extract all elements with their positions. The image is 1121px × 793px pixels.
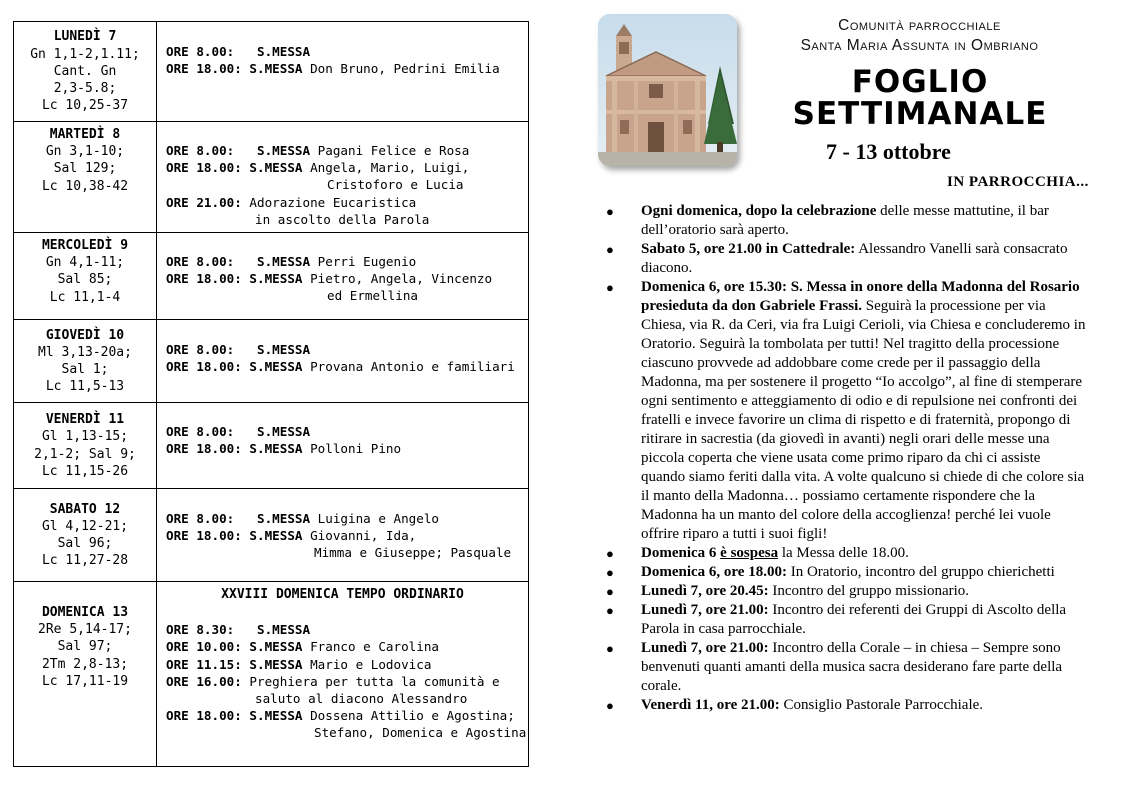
reading: Lc 11,1-4: [49, 289, 121, 305]
day-cell: [14, 582, 157, 767]
schedule-row-monday: [14, 22, 529, 122]
bullet-icon: ●: [606, 603, 614, 618]
day-cell: [14, 22, 157, 122]
day-name: LUNEDÌ 7: [53, 29, 117, 45]
church-photo: [598, 14, 737, 166]
announcement-item: ● Venerdì 11, ore 21.00: Consiglio Pastorale Parrocchiale.: [606, 697, 984, 713]
mass-line: ORE 18.00: S.MESSA Pietro, Angela, Vincenzo: [166, 271, 493, 287]
reading: Lc 17,11-19: [41, 673, 129, 689]
bullet-icon: ●: [606, 565, 614, 580]
mass-line: ORE 8.00: S.MESSA Pagani Felice e Rosa: [166, 143, 470, 158]
announcement-item: ● Sabato 5, ore 21.00 in Cattedrale: Alessandro Vanelli sarà consacrato diacono.: [606, 241, 1068, 276]
mass-cell: [157, 582, 529, 767]
announcement-item: ● Lunedì 7, ore 21.00: Incontro della Corale – in chiesa – Sempre sono benvenuti quanti amanti della musica sacra desiderano fare parte della corale.: [606, 640, 1063, 694]
sheet-title-line: SETTIMANALE: [792, 96, 1048, 132]
announcement-item: ● Domenica 6, ore 18.00: In Oratorio, incontro del gruppo chierichetti: [606, 564, 1055, 580]
mass-cell: [157, 403, 529, 489]
mass-line: ORE 16.00: Preghiera per tutta la comunità e: [166, 673, 500, 689]
mass-line: ORE 18.00: S.MESSA Giovanni, Ida,: [166, 528, 417, 544]
reading: Lc 11,15-26: [41, 463, 129, 479]
mass-line: ORE 8.00: S.MESSA Luigina e Angelo: [166, 511, 439, 526]
mass-line: ORE 8.30: S.MESSA: [166, 622, 311, 638]
mass-cell: [157, 489, 529, 582]
reading: Gl 1,13-15;: [41, 429, 129, 445]
reading: Cant. Gn: [53, 63, 117, 79]
reading: Lc 11,5-13: [45, 379, 125, 395]
mass-line: ORE 8.00: S.MESSA: [166, 342, 311, 357]
mass-line-continuation: Mimma e Giuseppe; Pasquale: [314, 545, 512, 561]
mass-line: ORE 8.00: S.MESSA: [166, 44, 311, 59]
bullet-icon: ●: [606, 546, 614, 561]
day-cell: [14, 320, 157, 403]
schedule-row-tuesday: [14, 122, 529, 233]
reading: 2,3-5.8;: [53, 81, 117, 97]
announcement-item: ● Ogni domenica, dopo la celebrazione delle messe mattutine, il bar dell’oratorio sarà aperto.: [606, 203, 1049, 238]
mass-cell: [157, 320, 529, 403]
schedule-row-sunday: [14, 582, 529, 767]
day-cell: [14, 122, 157, 233]
reading: 2,1-2; Sal 9;: [34, 446, 136, 462]
bullet-icon: ●: [606, 242, 614, 257]
mass-line-continuation: Stefano, Domenica e Agostina: [314, 725, 527, 741]
community-line: Santa Maria Assunta in Ombriano: [800, 37, 1039, 54]
schedule-row-saturday: [14, 489, 529, 582]
announcements-list: [606, 202, 1086, 715]
mass-line: ORE 11.15: S.MESSA Mario e Lodovica: [166, 656, 432, 672]
day-name: VENERDÌ 11: [45, 412, 125, 428]
community-line: Comunità parrocchiale: [838, 17, 1001, 34]
reading: Gn 4,1-11;: [45, 255, 125, 271]
mass-line: ORE 10.00: S.MESSA Franco e Carolina: [166, 639, 439, 655]
mass-line: ORE 18.00: S.MESSA Dossena Attilio e Agostina;: [166, 708, 515, 724]
reading: Lc 11,27-28: [41, 553, 129, 569]
mass-line: ORE 8.00: S.MESSA: [166, 424, 311, 439]
day-name: MARTEDÌ 8: [49, 127, 121, 142]
mass-line: ORE 18.00: S.MESSA Polloni Pino: [166, 441, 402, 457]
day-cell: [14, 489, 157, 582]
schedule-row-thursday: [14, 320, 529, 403]
reading: Lc 10,25-37: [41, 98, 129, 114]
reading: Gl 4,12-21;: [41, 518, 129, 534]
mass-line: ORE 21.00: Adorazione Eucaristica: [166, 194, 417, 210]
schedule-row-wednesday: [14, 233, 529, 320]
reading: Sal 129;: [53, 161, 117, 177]
reading: 2Tm 2,8-13;: [41, 656, 129, 672]
reading: 2Re 5,14-17;: [38, 622, 132, 638]
announcement-item: ● Lunedì 7, ore 21.00: Incontro dei referenti dei Gruppi di Ascolto della Parola in casa parrocchiale.: [606, 602, 1067, 637]
mass-line-continuation: ed Ermellina: [327, 288, 418, 304]
day-cell: [14, 233, 157, 320]
mass-line: ORE 8.00: S.MESSA Perri Eugenio: [166, 254, 417, 269]
reading: Gn 3,1-10;: [45, 144, 125, 160]
bullet-icon: ●: [606, 584, 614, 599]
announcement-item: ● Domenica 6, ore 15.30: S. Messa in onore della Madonna del Rosario presieduta da don Gabriele Frassi. Seguirà la processione per via Chiesa, via R. da Ceri, via fra Luigi Cerioli, via Chiesa e concluderemo in Oratorio. Seguirà la tombolata per tutti! Nel tragitto della processione ciascuno provvede ad addobbare come crede per il passaggio della Madonna, ma per sostenere il progetto “Io accolgo”, al fine di stemperare ogni sentimento e atteggiamento di odio e di repulsione nei confronti dei fratelli e invece favorire un clima di rispetto e di fraternità, propongo di ritirare in sacrestia (da giovedì in avanti) negli orari delle messe una piccola coperta che viene usata come primo riparo da chi ci assiste quando siamo feriti dalla vita. A volte qualcuno si chiede di che colore sia il manto della Madonna… possiamo certamente rispondere che la Madonna ha un manto del colore della accoglienza! perché lei vuole offrire riparo a tutti i suoi figli!: [606, 279, 1086, 542]
reading: Sal 97;: [57, 639, 113, 655]
mass-line: ORE 18.00: S.MESSA Angela, Mario, Luigi,: [166, 160, 470, 176]
sheet-title: [785, 66, 1055, 130]
bullet-icon: ●: [606, 204, 614, 219]
sheet-title-line: FOGLIO: [851, 64, 989, 100]
reading: Sal 96;: [57, 536, 113, 551]
mass-line-continuation: in ascolto della Parola: [255, 211, 430, 227]
church-illustration: [598, 14, 737, 166]
day-name: DOMENICA 13: [41, 605, 129, 620]
bullet-icon: ●: [606, 698, 614, 713]
reading: Sal 85;: [57, 272, 113, 288]
reading: Gn 1,1-2,1.11;: [30, 46, 140, 62]
liturgical-title: XXVIII DOMENICA TEMPO ORDINARIO: [221, 587, 464, 602]
sheet-dates: 7 - 13 ottobre: [826, 139, 951, 164]
reading: Lc 10,38-42: [41, 178, 129, 194]
reading: Sal 1;: [61, 362, 109, 377]
community-name: [752, 16, 1087, 56]
bullet-icon: ●: [606, 641, 614, 656]
announcement-item: ● Lunedì 7, ore 20.45: Incontro del gruppo missionario.: [606, 583, 970, 599]
mass-line-continuation: Cristoforo e Lucia: [327, 177, 464, 193]
mass-cell: [157, 233, 529, 320]
schedule-row-friday: [14, 403, 529, 489]
day-name: SABATO 12: [49, 501, 121, 517]
day-name: MERCOLEDÌ 9: [41, 238, 129, 253]
section-title: IN PARROCCHIA...: [947, 174, 1089, 190]
mass-cell: [157, 22, 529, 122]
reading: Ml 3,13-20a;: [38, 344, 132, 360]
announcement-item: ● Domenica 6 è sospesa la Messa delle 18.00.: [606, 545, 909, 561]
mass-line: ORE 18.00: S.MESSA Don Bruno, Pedrini Emilia: [166, 61, 500, 77]
bullet-icon: ●: [606, 280, 614, 295]
mass-line-continuation: saluto al diacono Alessandro: [255, 691, 468, 707]
weekly-schedule-table: [13, 21, 529, 767]
mass-cell: [157, 122, 529, 233]
mass-line: ORE 18.00: S.MESSA Provana Antonio e familiari: [166, 359, 515, 375]
day-name: GIOVEDÌ 10: [45, 327, 125, 343]
day-cell: [14, 403, 157, 489]
